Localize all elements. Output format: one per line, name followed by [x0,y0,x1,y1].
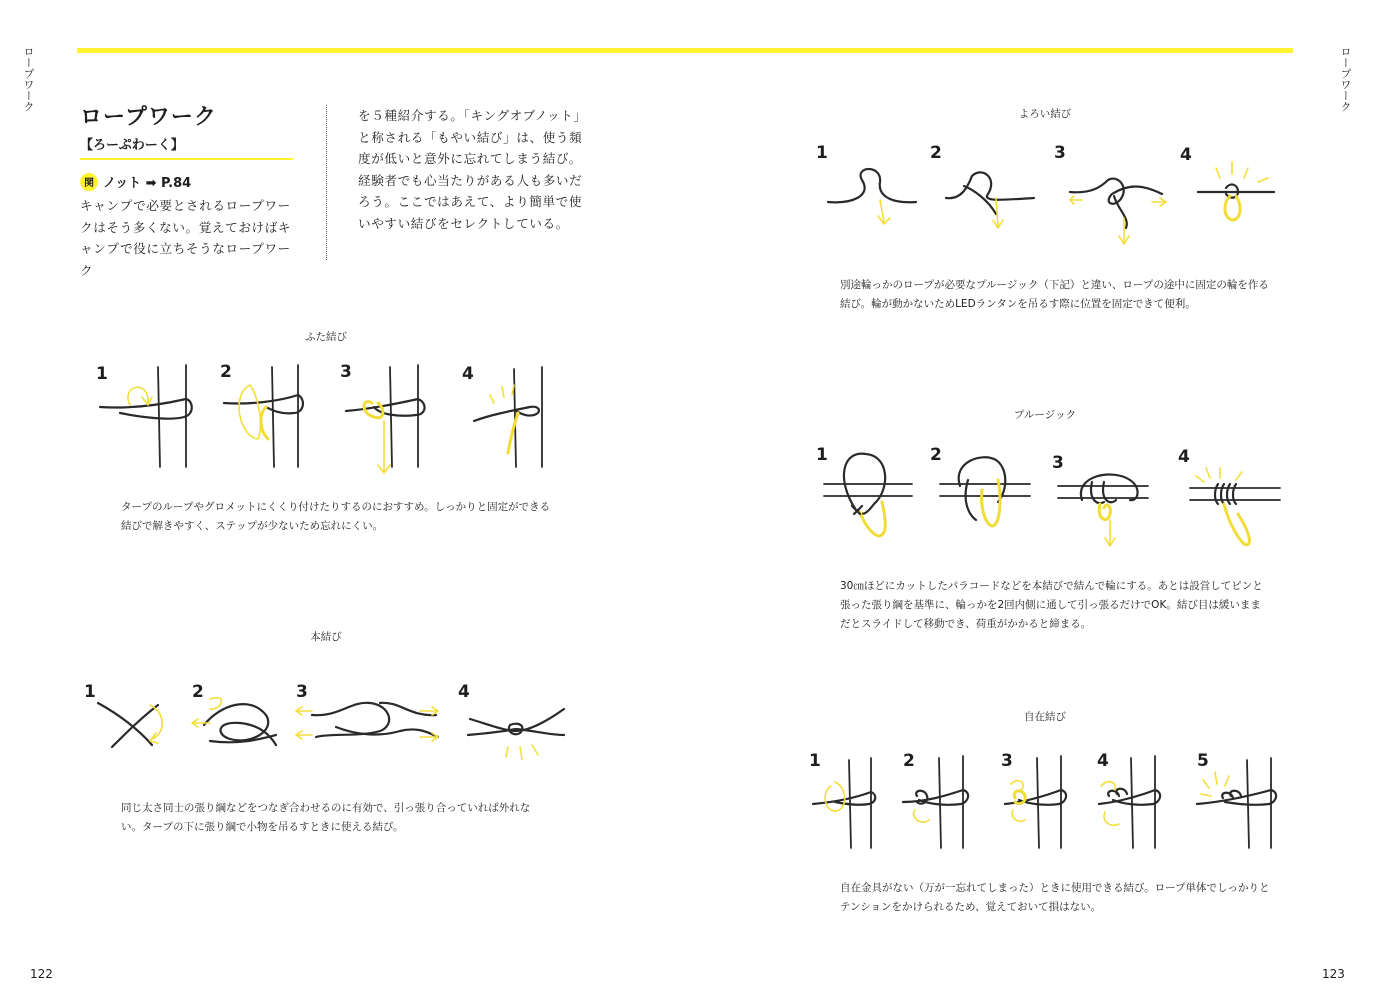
step-number: 3 [1052,453,1064,473]
step-number: 3 [1001,751,1013,771]
prusik-step-3 [1052,453,1148,546]
jizai-knot-diagram [805,746,1285,858]
step-number: 2 [930,445,942,465]
step-number: 2 [220,362,232,382]
yoroi-knot-diagram [812,138,1282,253]
related-link-text[interactable]: ノット ➡ P.84 [103,176,192,191]
hon-knot-title: 本結び [310,631,342,643]
side-tab-right: ロープワーク [1339,46,1352,112]
yoroi-step-3 [1054,143,1166,244]
step-number: 3 [1054,143,1066,163]
step-number: 3 [340,362,352,382]
futa-step-4 [462,364,542,467]
intro-text-right: を５種紹介する。「キングオブノット」と称される「もやい結び」は、使う頻度が低いと意外に忘れてしまう結び。経験者でも心当たりがある人も多いだろう。ここではあえて、より簡単で使いやすい結びをセレクトしている。 [358,108,583,231]
futa-step-1 [96,364,192,467]
page-title: ロープワーク [80,105,217,130]
yoroi-step-2 [930,143,1034,228]
prusik-knot-diagram [812,440,1282,560]
prusik-knot-title: プルージック [1013,409,1077,421]
jizai-knot-caption: 自在金具がない（万が一忘れてしまった）ときに使用できる結び。ロープ単体でしっかりとテンションをかけられるため、覚えておいて損はない。 [840,882,1270,913]
hon-step-1 [84,682,162,747]
page-number-left: 122 [30,967,53,981]
page-number-right: 123 [1322,967,1345,981]
jizai-step-4 [1097,751,1160,848]
step-number: 2 [192,682,204,702]
title-reading: 【ろーぷわーく】 [80,138,184,153]
related-reference[interactable] [80,172,191,191]
step-number: 1 [816,445,828,465]
step-number: 1 [84,682,96,702]
side-tab-left: ロープワーク [22,46,35,112]
step-number: 4 [458,682,470,702]
prusik-step-4 [1178,447,1280,545]
prusik-step-1 [816,445,912,536]
hon-knot-caption: 同じ太さ同士の張り綱などをつなぎ合わせるのに有効で、引っ張り合っていれば外れない。タープの下に張り綱で小物を吊るすときに使える結び。 [121,802,531,833]
futa-knot-diagram [90,355,560,480]
step-number: 4 [1180,145,1192,165]
hon-knot-diagram [80,675,580,770]
heading-underline [80,158,293,160]
futa-knot-title: ふた結び [305,331,347,343]
futa-step-2 [220,362,303,467]
step-number: 1 [816,143,828,163]
hon-step-2 [192,682,276,745]
jizai-step-5 [1197,751,1276,848]
futa-knot-caption: タープのループやグロメットにくくり付けたりするのにおすすめ。しっかりと固定ができる結びで解きやすく、ステップが少ないため忘れにくい。 [121,501,551,532]
hon-step-3 [296,682,438,741]
step-number: 2 [903,751,915,771]
related-badge: 関 [80,173,98,191]
column-divider [326,105,327,260]
yoroi-step-4 [1180,145,1274,220]
jizai-knot-title: 自在結び [1024,711,1066,723]
jizai-step-2 [903,751,968,848]
prusik-step-2 [930,445,1030,526]
step-number: 2 [930,143,942,163]
step-number: 4 [1178,447,1190,467]
intro-text-left: キャンプで必要とされるロープワークはそう多くない。覚えておけばキャンプで役に立ちそうなロープワーク [80,198,292,278]
futa-step-3 [340,362,425,473]
prusik-knot-caption: 30㎝ほどにカットしたパラコードなどを本結びで結んで輪にする。あとは設営してピンと張った張り綱を基準に、輪っかを2回内側に通して引っ張るだけでOK。結び目は緩いままだとスライドして移動でき、荷重がかかると締まる。 [840,580,1263,630]
yoroi-knot-title: よろい結び [1018,108,1072,120]
hon-step-4 [458,682,564,759]
step-number: 4 [462,364,474,384]
yoroi-step-1 [816,143,916,224]
jizai-step-1 [809,751,875,848]
step-number: 4 [1097,751,1109,771]
top-yellow-rule [77,48,1293,53]
step-number: 5 [1197,751,1209,771]
jizai-step-3 [1001,751,1066,848]
yoroi-knot-caption: 別途輪っかのロープが必要なプルージック（下記）と違い、ロープの途中に固定の輪を作る結び。輪が動かないためLEDランタンを吊るす際に位置を固定できて便利。 [840,279,1269,310]
step-number: 1 [809,751,821,771]
step-number: 1 [96,364,108,384]
step-number: 3 [296,682,308,702]
